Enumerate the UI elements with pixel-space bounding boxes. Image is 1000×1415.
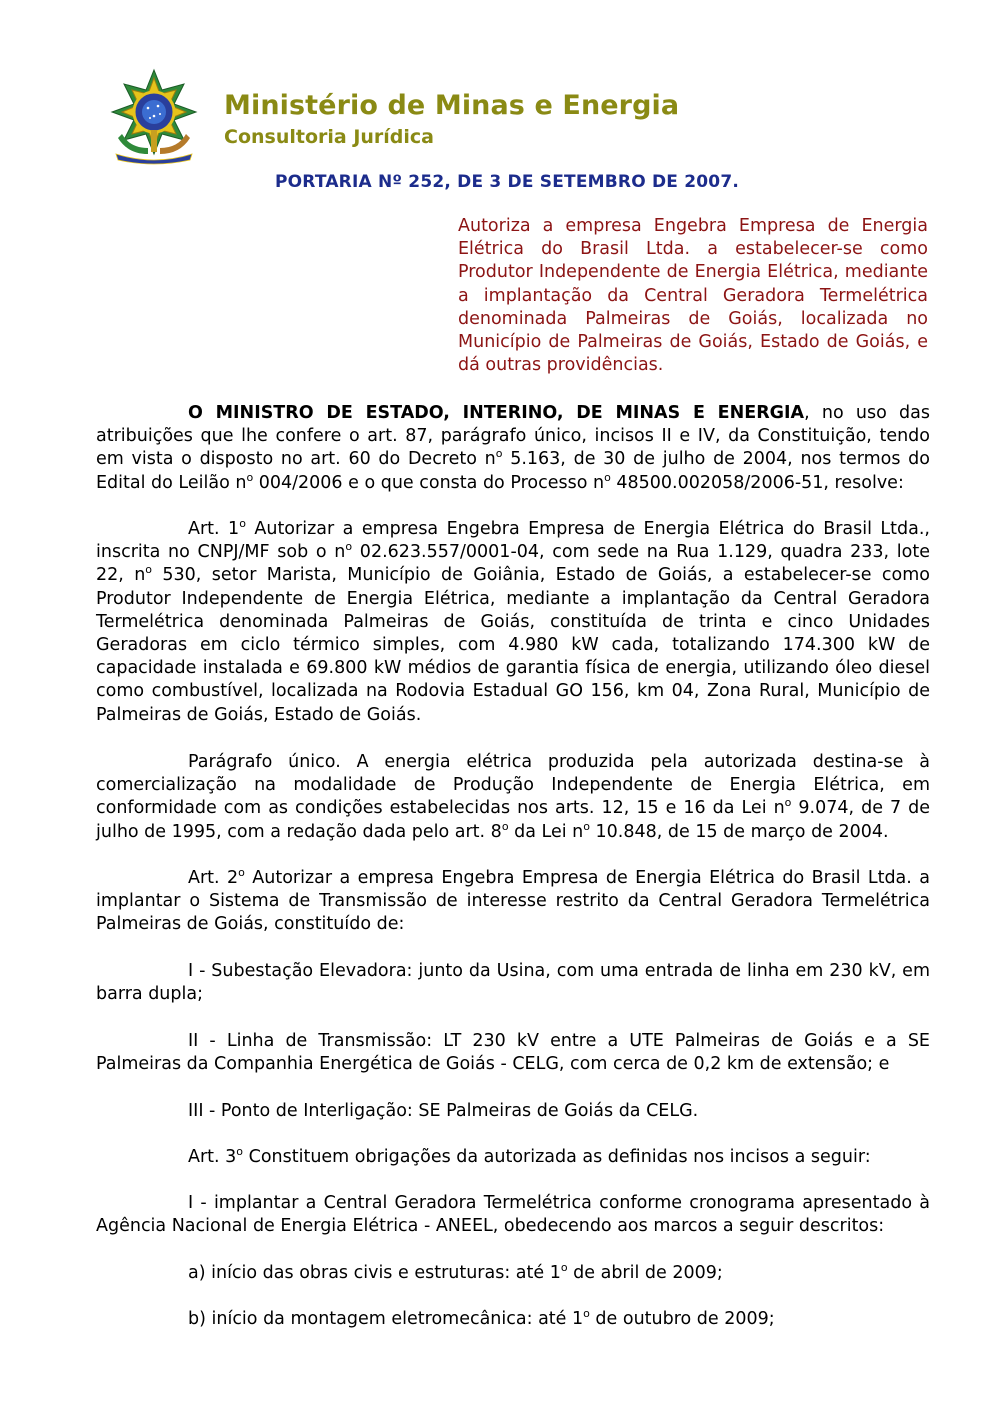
alinea-b: b) início da montagem eletromecânica: até 1$^o$ de outubro de 2009; xyxy=(188,1307,775,1329)
department-name: Consultoria Jurídica xyxy=(224,126,435,148)
inciso-3: III - Ponto de Interligação: SE Palmeiras de Goiás da CELG. xyxy=(188,1101,699,1121)
inciso-1: I - Subestação Elevadora: junto da Usina, com uma entrada de linha em 230 kV, em barra dupla; xyxy=(96,961,930,1005)
inciso-2: II - Linha de Transmissão: LT 230 kV entre a UTE Palmeiras de Goiás e a SE Palmeiras da Companhia Energética de Goiás - CELG, com cerca de 0,2 km de extensão; e xyxy=(96,1031,930,1075)
preamble-paragraph: O MINISTRO DE ESTADO, INTERINO, DE MINAS E ENERGIA, no uso das atribuições que lhe confere o art. 87, parágrafo único, incisos II e IV, da Constituição, tendo em vista o disposto no art. 60 do Decreto $n^o$ 5.163, de 30 de julho de 2004, nos termos do Edital do Leilão $n^o$ 004/2006 e o que consta do Processo $n^o$ 48500.002058/2006-51, resolve: xyxy=(96,403,931,493)
article-3: Art. 3$^o$ Constituem obrigações da autorizada as definidas nos incisos a seguir: xyxy=(188,1145,871,1167)
authority-name: O MINISTRO DE ESTADO, INTERINO, DE MINAS E ENERGIA xyxy=(188,403,805,423)
article-3-inciso-1: I - implantar a Central Geradora Termelétrica conforme cronograma apresentado à Agência Nacional de Energia Elétrica - ANEEL, obedecendo aos marcos a seguir descritos: xyxy=(96,1193,930,1237)
letterhead xyxy=(224,88,679,150)
ementa-summary: Autoriza a empresa Engebra Empresa de Energia Elétrica do Brasil Ltda. a estabelecer-se como Produtor Independente de Energia Elétrica, mediante a implantação da Central Geradora Termelétrica denominada Palmeiras de Goiás, localizada no Município de Palmeiras de Goiás, Estado de Goiás, e dá outras providências. xyxy=(458,216,928,376)
paragrafo-unico: Parágrafo único. A energia elétrica produzida pela autorizada destina-se à comercialização na modalidade de Produção Independente de Energia Elétrica, em conformidade com as condições estabelecidas nos arts. 12, 15 e 16 da Lei $n^o$ 9.074, de 7 de julho de 1995, com a redação dada pelo art. 8$^o$ da Lei $n^o$ 10.848, de 15 de março de 2004. xyxy=(96,752,930,842)
article-2: Art. 2$^o$ Autorizar a empresa Engebra Empresa de Energia Elétrica do Brasil Ltda. a implantar o Sistema de Transmissão de interesse restrito da Central Geradora Termelétrica Palmeiras de Goiás, constituído de: xyxy=(96,866,930,935)
ministry-name: Ministério de Minas e Energia xyxy=(224,90,680,121)
brazil-coat-of-arms-icon xyxy=(108,68,200,166)
article-1: Art. 1$^o$ Autorizar a empresa Engebra Empresa de Energia Elétrica do Brasil Ltda., inscrita no CNPJ/MF sob o $n^o$ 02.623.557/0001-04, com sede na Rua 1.129, quadra 233, lote 22, $n^o$ 530, setor Marista, Município de Goiânia, Estado de Goiás, a estabelecer-se como Produtor Independente de Energia Elétrica, mediante a implantação da Central Geradora Termelétrica denominada Palmeiras de Goiás, constituída de trinta e cinco Unidades Geradoras em ciclo térmico simples, com 4.980 kW cada, totalizando 174.300 kW de capacidade instalada e 69.800 kW médios de garantia física de energia, utilizando óleo diesel como combustível, localizada na Rodovia Estadual GO 156, km 04, Zona Rural, Município de Palmeiras de Goiás, Estado de Goiás. xyxy=(96,517,930,725)
document-title: PORTARIA Nº 252, DE 3 DE SETEMBRO DE 2007. xyxy=(275,172,740,192)
alinea-a: a) início das obras civis e estruturas: até 1$^o$ de abril de 2009; xyxy=(188,1261,723,1283)
